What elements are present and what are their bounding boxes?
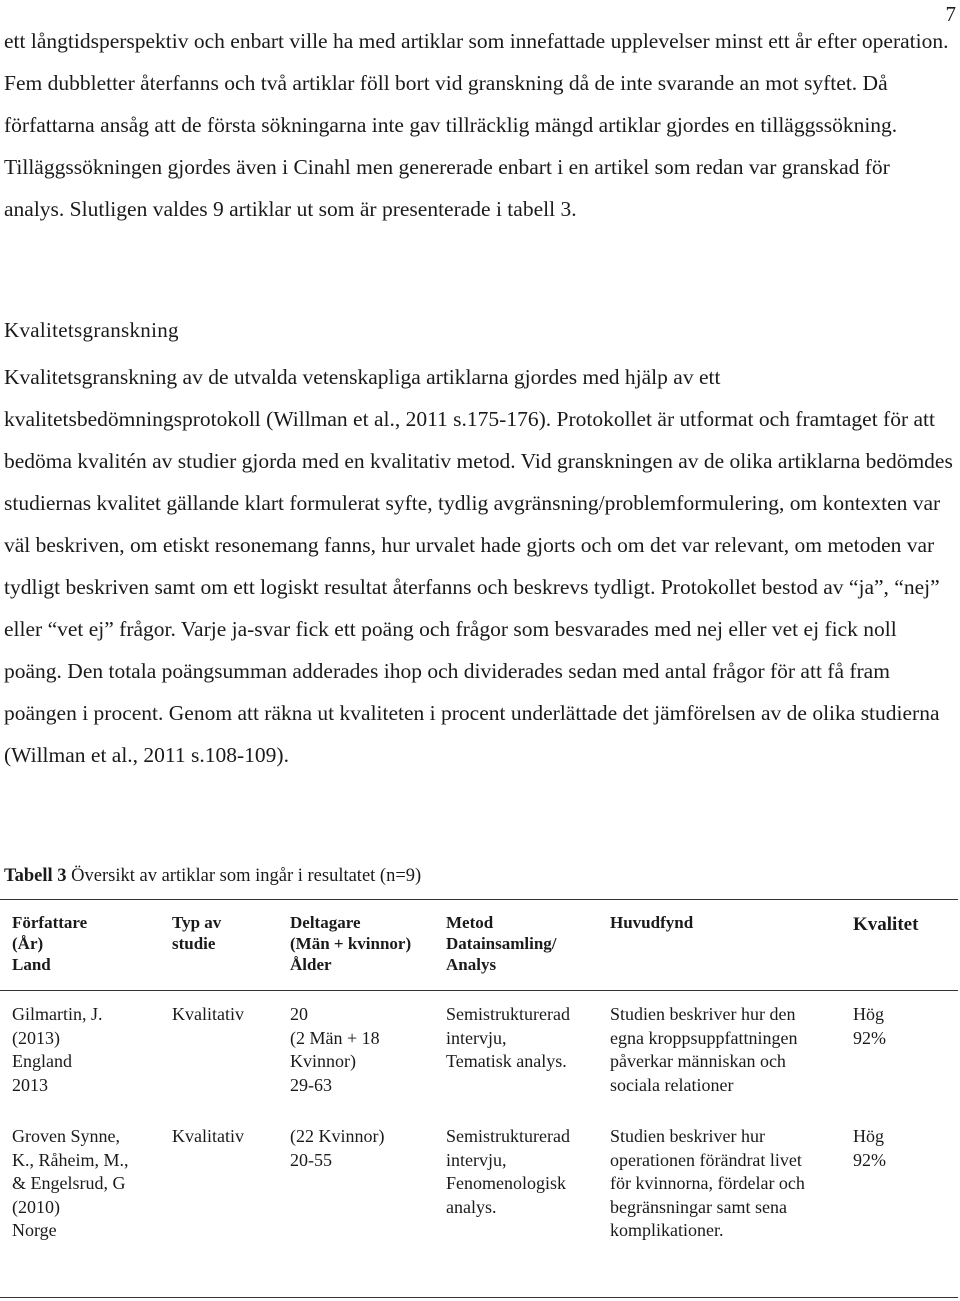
- cell-line: Tematisk analys.: [446, 1051, 567, 1071]
- cell-line: Studien beskriver hur den: [610, 1004, 796, 1024]
- cell-line: 2013: [12, 1074, 48, 1095]
- cell-quality: [853, 990, 958, 1117]
- cell-line: 20: [290, 1004, 308, 1024]
- results-table: [0, 900, 958, 1243]
- header-cell-method: [446, 900, 610, 990]
- cell-line: K., Råheim, M.,: [12, 1149, 129, 1170]
- page-number: 7: [945, 2, 956, 26]
- table-row: [0, 990, 958, 1117]
- cell-findings: [610, 990, 853, 1117]
- cell-line: Kvinnor): [290, 1051, 356, 1071]
- header-line: Huvudfynd: [610, 913, 694, 932]
- cell-line: komplikationer.: [610, 1220, 724, 1240]
- cell-line: Studien beskriver hur: [610, 1126, 765, 1146]
- cell-quality: [853, 1117, 958, 1243]
- cell-line: intervju,: [446, 1149, 507, 1170]
- cell-line: Semistrukturerad: [446, 1126, 570, 1146]
- cell-line: Hög: [853, 1004, 884, 1024]
- header-cell-participants: [290, 900, 446, 990]
- header-line: Land: [12, 955, 51, 974]
- cell-participants: [290, 990, 446, 1117]
- cell-study-type: [172, 990, 290, 1117]
- header-line: Ålder: [290, 955, 332, 974]
- cell-line: för kvinnorna, fördelar och: [610, 1173, 805, 1193]
- cell-line: intervju,: [446, 1027, 507, 1048]
- cell-author: [0, 990, 172, 1117]
- header-cell-quality: [853, 900, 958, 990]
- body-paragraph-intro: ett långtidsperspektiv och enbart ville ha med artiklar som innefattade upplevelser minst ett år efter operation. Fem dubbletter återfanns och två artiklar föll bort vid granskning då de inte svarande an mot syftet. Då författarna ansåg att de första sökningarna inte gav tillräcklig mängd artiklar gjordes en tilläggssökning. Tilläggssökningen gjordes även i Cinahl men genererade enbart i en artikel som redan var granskad för analys. Slutligen valdes 9 artiklar ut som är presenterade i tabell 3.: [4, 29, 949, 221]
- cell-line: England: [12, 1051, 72, 1071]
- cell-line: egna kroppsuppfattningen: [610, 1027, 798, 1048]
- cell-line: Kvalitativ: [172, 1004, 244, 1024]
- cell-line: 20-55: [290, 1149, 332, 1170]
- cell-line: Semistrukturerad: [446, 1004, 570, 1024]
- header-cell-findings: [610, 900, 853, 990]
- cell-line: analys.: [446, 1196, 497, 1217]
- cell-method: [446, 990, 610, 1117]
- cell-author: [0, 1117, 172, 1243]
- header-line: Författare: [12, 913, 88, 932]
- body-paragraph-quality: Kvalitetsgranskning av de utvalda vetenskapliga artiklarna gjordes med hjälp av ett kvalitetsbedömningsprotokoll (Willman et al., 2011 s.175-176). Protokollet är utformat och framtaget för att bedöma kvalitén av studier gjorda med en kvalitativ metod. Vid granskningen av de olika artiklarna bedömdes studiernas kvalitet gällande klart formulerat syfte, tydlig avgränsning/problemformulering, om kontexten var väl beskriven, om etiskt resonemang fanns, hur urvalet hade gjorts och om det var relevant, om metoden var tydligt beskriven samt om ett logiskt resultat återfanns och beskrevs tydligt. Protokollet bestod av “ja”, “nej” eller “vet ej” frågor. Varje ja-svar fick ett poäng och frågor som besvarades med nej eller vet ej fick noll poäng. Den totala poängsumman adderades ihop och dividerades sedan med antal frågor för att få fram poängen i procent. Genom att räkna ut kvaliteten i procent underlättade det jämförelsen av de olika studierna (Willman et al., 2011 s.108-109).: [4, 365, 953, 767]
- cell-line: Groven Synne,: [12, 1126, 120, 1146]
- table-bottom-rule: [0, 1297, 958, 1298]
- cell-line: sociala relationer: [610, 1074, 734, 1095]
- cell-line: (2010): [12, 1196, 60, 1217]
- cell-line: 92%: [853, 1027, 886, 1048]
- cell-line: begränsningar samt sena: [610, 1196, 787, 1217]
- cell-line: 29-63: [290, 1074, 332, 1095]
- cell-line: Fenomenologisk: [446, 1173, 566, 1193]
- cell-line: & Engelsrud, G: [12, 1173, 126, 1193]
- header-line: (År): [12, 934, 44, 953]
- table-caption: [4, 866, 421, 887]
- cell-line: (2 Män + 18: [290, 1027, 380, 1048]
- cell-line: (2013): [12, 1027, 60, 1048]
- table-caption-text: Översikt av artiklar som ingår i resultatet (n=9): [66, 866, 422, 886]
- header-cell-author: [0, 900, 172, 990]
- header-line: Typ av: [172, 913, 222, 932]
- cell-line: 92%: [853, 1149, 886, 1170]
- header-line: Metod: [446, 913, 494, 932]
- cell-line: Norge: [12, 1220, 57, 1240]
- section-heading: Kvalitetsgranskning: [4, 318, 179, 342]
- table-caption-label: Tabell 3: [4, 866, 67, 886]
- table-row: [0, 1117, 958, 1243]
- header-line: (Män + kvinnor): [290, 934, 412, 953]
- header-line: studie: [172, 934, 216, 953]
- cell-line: (22 Kvinnor): [290, 1126, 385, 1146]
- cell-line: Hög: [853, 1126, 884, 1146]
- table-header-row: [0, 900, 958, 990]
- cell-line: Gilmartin, J.: [12, 1004, 103, 1024]
- header-line: Datainsamling/: [446, 934, 557, 953]
- header-line: Deltagare: [290, 913, 361, 932]
- cell-study-type: [172, 1117, 290, 1243]
- header-line: Kvalitet: [853, 914, 919, 935]
- cell-participants: [290, 1117, 446, 1243]
- header-cell-study-type: [172, 900, 290, 990]
- cell-line: operationen förändrat livet: [610, 1149, 802, 1170]
- cell-line: Kvalitativ: [172, 1126, 244, 1146]
- cell-findings: [610, 1117, 853, 1243]
- header-line: Analys: [446, 955, 497, 974]
- cell-method: [446, 1117, 610, 1243]
- cell-line: påverkar människan och: [610, 1051, 786, 1071]
